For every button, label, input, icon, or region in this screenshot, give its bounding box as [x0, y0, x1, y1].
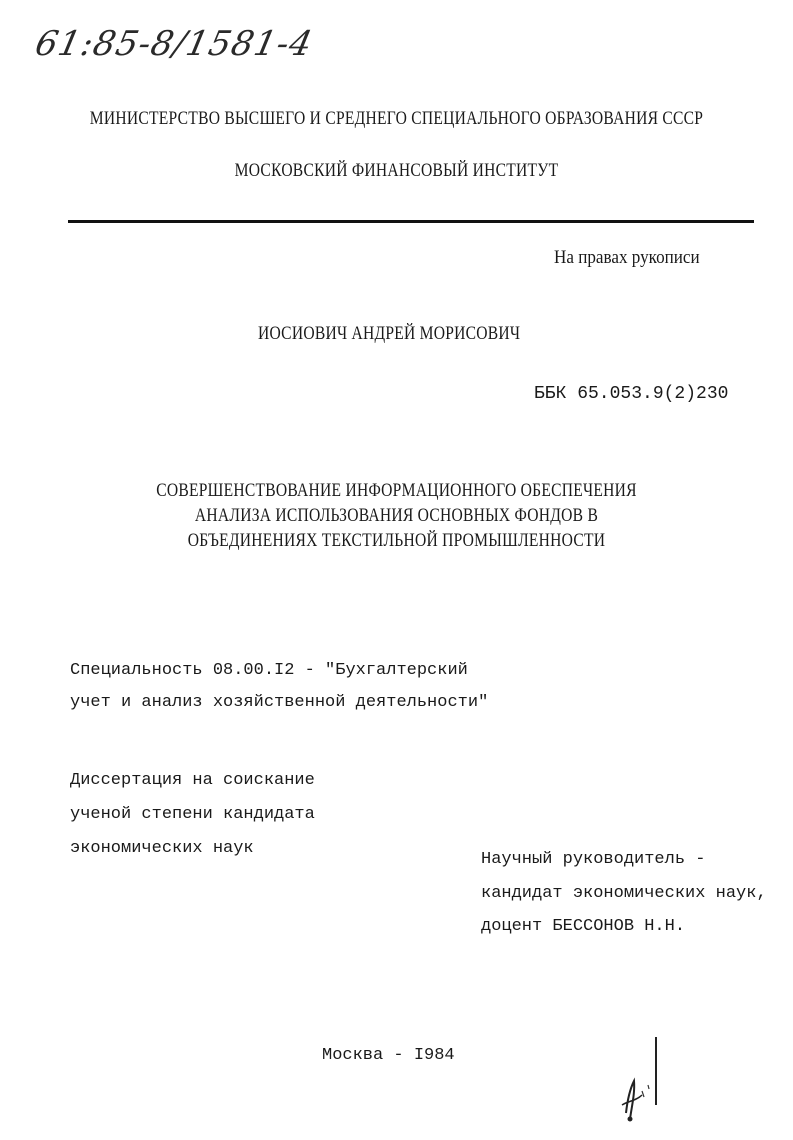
author-name: ИОСИОВИЧ АНДРЕЙ МОРИСОВИЧ — [258, 323, 521, 344]
city-year: Москва - I984 — [322, 1046, 455, 1065]
specialty-line: учет и анализ хозяйственной деятельности" — [70, 693, 489, 712]
specialty-line: Специальность 08.00.I2 - "Бухгалтерский — [70, 661, 468, 680]
header-divider — [68, 220, 754, 223]
rights-note: На правах рукописи — [554, 247, 700, 268]
dissertation-line: экономических наук — [70, 839, 254, 858]
thesis-title-line: СОВЕРШЕНСТВОВАНИЕ ИНФОРМАЦИОННОГО ОБЕСПЕЧЕНИЯ — [156, 480, 637, 501]
supervisor-line: доцент БЕССОНОВ Н.Н. — [481, 917, 686, 936]
archive-handwritten-mark: 61:85-8/1581-4 — [31, 24, 317, 64]
ministry-heading: МИНИСТЕРСТВО ВЫСШЕГО И СРЕДНЕГО СПЕЦИАЛЬНОГО ОБРАЗОВАНИЯ СССР — [89, 108, 704, 129]
bbk-code: ББК 65.053.9(2)230 — [534, 384, 729, 404]
thesis-title-line: ОБЪЕДИНЕНИЯХ ТЕКСТИЛЬНОЙ ПРОМЫШЛЕННОСТИ — [187, 530, 606, 551]
thesis-title-line: АНАЛИЗА ИСПОЛЬЗОВАНИЯ ОСНОВНЫХ ФОНДОВ В — [194, 505, 599, 526]
dissertation-line: Диссертация на соискание — [70, 771, 315, 790]
supervisor-line: кандидат экономических наук, — [481, 884, 767, 903]
signature-icon — [618, 1035, 668, 1130]
supervisor-line: Научный руководитель - — [481, 850, 706, 869]
institute-heading: МОСКОВСКИЙ ФИНАНСОВЫЙ ИНСТИТУТ — [234, 160, 559, 181]
dissertation-line: ученой степени кандидата — [70, 805, 315, 824]
